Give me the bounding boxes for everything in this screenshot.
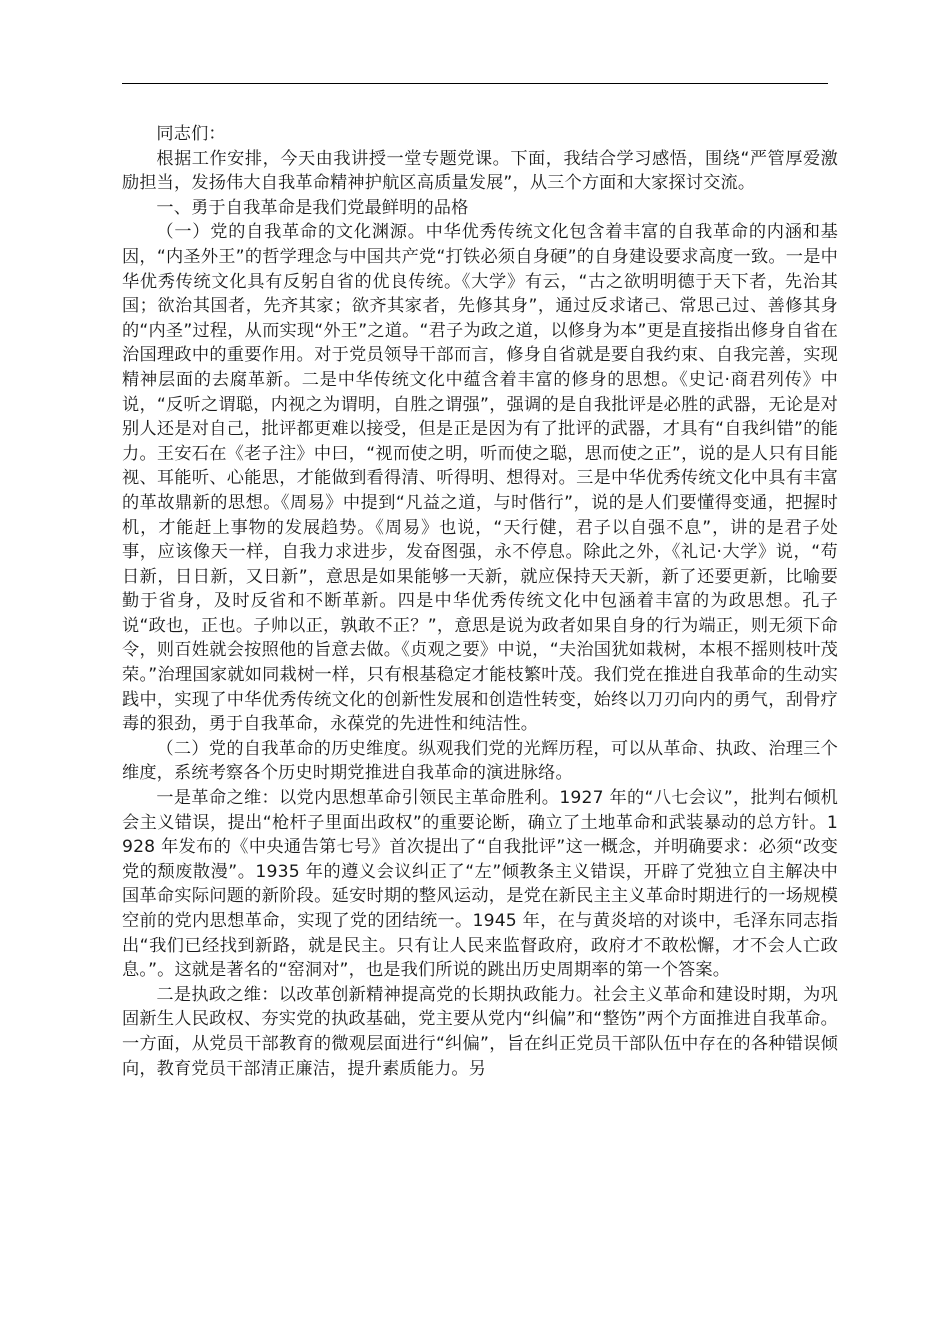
subsection-cultural-origins: （一）党的自我革命的文化渊源。中华优秀传统文化包含着丰富的自我革命的内涵和基因，“内圣外王”的哲学理念与中国共产党“打铁必须自身硬”的自身建设要求高度一致。一是中华优秀传统文化具有反躬自省的优良传统。《大学》有云，“古之欲明明德于天下者，先治其国；欲治其国者，先齐其家；欲齐其家者，先修其身”，通过反求诸己、常思己过、善修其身的“内圣”过程，从而实现“外王”之道。“君子为政之道，以修身为本”更是直接指出修身自省在治国理政中的重要作用。对于党员领导干部而言，修身自省就是要自我约束、自我完善，实现精神层面的去腐革新。二是中华传统文化中蕴含着丰富的修身的思想。《史记·商君列传》中说，“反听之谓聪，内视之为谓明，自胜之谓强”，强调的是自我批评是必胜的武器，无论是对别人还是对自己，批评都更难以接受，但是正是因为有了批评的武器，才具有“自我纠错”的能力。王安石在《老子注》中曰，“视而使之明，听而使之聪，思而使之正”，说的是人只有目能视、耳能听、心能思，才能做到看得清、听得明、想得对。三是中华优秀传统文化中具有丰富的革故鼎新的思想。《周易》中提到“凡益之道，与时偕行”，说的是人们要懂得变通，把握时机，才能赶上事物的发展趋势。《周易》也说，“天行健，君子以自强不息”，讲的是君子处事，应该像天一样，自我力求进步，发奋图强，永不停息。除此之外，《礼记·大学》说，“苟日新，日日新，又日新”，意思是如果能够一天新，就应保持天天新，新了还要更新，比喻要勤于省身，及时反省和不断革新。四是中华优秀传统文化中包涵着丰富的为政思想。孔子说“政也，正也。子帅以正，孰敢不正？”，意思是说为政者如果自身的行为端正，则无须下命令，则百姓就会按照他的旨意去做。《贞观之要》中说，“夫治国犹如栽树，本根不摇则枝叶茂荣。”治理国家就如同栽树一样，只有根基稳定才能枝繁叶茂。我们党在推进自我革命的生动实践中，实现了中华优秀传统文化的创新性发展和创造性转变，始终以刀刃向内的勇气，刮骨疗毒的狠劲，勇于自我革命，永葆党的先进性和纯洁性。 (122, 222, 838, 735)
subsection-historical-dimension: （二）党的自我革命的历史维度。纵观我们党的光辉历程，可以从革命、执政、治理三个维度，系统考察各个历史时期党推进自我革命的演进脉络。 (122, 738, 838, 784)
intro-paragraph: 根据工作安排，今天由我讲授一堂专题党课。下面，我结合学习感悟，围绕“严管厚爱激励担当，发扬伟大自我革命精神护航区高质量发展”，从三个方面和大家探讨交流。 (122, 148, 838, 194)
document-body (122, 122, 838, 1081)
paragraph-revolution-dimension: 一是革命之维：以党内思想革命引领民主革命胜利。1927 年的“八七会议”，批判右倾机会主义错误，提出“枪杆子里面出政权”的重要论断，确立了土地革命和武装暴动的总方针。1928 年发布的《中央通告第七号》首次提出了“自我批评”这一概念，并明确要求：必须“改变党的颓废散漫”。1935 年的遵义会议纠正了“左”倾教条主义错误，开辟了党独立自主解决中国革命实际问题的新阶段。延安时期的整风运动，是党在新民主主义革命时期进行的一场规模空前的党内思想革命，实现了党的团结统一。1945 年，在与黄炎培的对谈中，毛泽东同志指出“我们已经找到新路，就是民主。只有让人民来监督政府，政府才不敢松懈，才不会人亡政息。”。这就是著名的“窑洞对”，也是我们所说的跳出历史周期率的第一个答案。 (122, 788, 838, 981)
section-heading-1: 一、勇于自我革命是我们党最鲜明的品格 (156, 197, 469, 218)
paragraph-governing-dimension: 二是执政之维：以改革创新精神提高党的长期执政能力。社会主义革命和建设时期，为巩固新生人民政权、夯实党的执政基础，党主要从党内“纠偏”和“整饬”两个方面推进自我革命。一方面，从党员干部教育的微观层面进行“纠偏”，旨在纠正党员干部队伍中存在的各种错误倾向，教育党员干部清正廉洁，提升素质能力。另 (122, 984, 838, 1079)
header-rule (122, 83, 828, 84)
salutation: 同志们： (156, 124, 226, 144)
